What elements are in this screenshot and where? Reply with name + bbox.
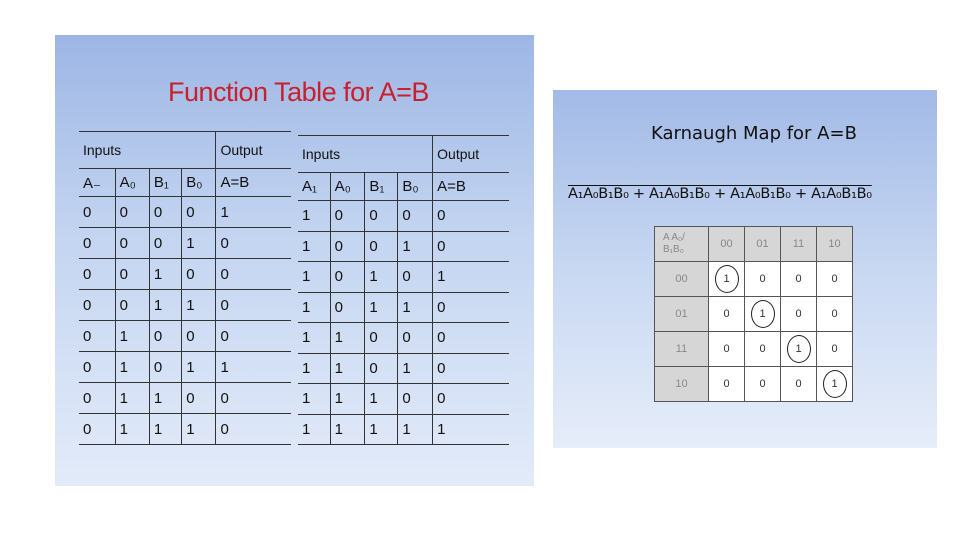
output-header: Output (433, 136, 509, 173)
km-col-header: 01 (745, 227, 781, 262)
table-cell: 0 (149, 352, 181, 383)
table-cell: 1 (398, 292, 433, 323)
table-cell: 0 (433, 384, 509, 415)
table-cell: 0 (433, 323, 509, 354)
table-cell: 1 (398, 414, 433, 445)
km-col-header: 11 (781, 227, 817, 262)
table-cell: 1 (115, 383, 149, 414)
table-cell: 1 (398, 353, 433, 384)
table-cell: 1 (182, 352, 216, 383)
column-header: A=B (433, 173, 509, 201)
table-cell: 0 (398, 201, 433, 232)
km-cell-value: 1 (795, 343, 802, 355)
boolean-expression: A₁A₀B₁B₀ + A₁A₀B₁B₀ + A₁A₀B₁B₀ + A₁A₀B₁B₀ (568, 186, 872, 202)
table-cell: 0 (115, 259, 149, 290)
table-cell: 0 (398, 323, 433, 354)
table-cell: 0 (216, 228, 291, 259)
table-cell: 1 (365, 384, 398, 415)
table-row (298, 414, 509, 445)
table-row (298, 384, 509, 415)
table-row (79, 228, 291, 259)
table-cell: 1 (365, 262, 398, 293)
column-header: B₁ (149, 169, 181, 197)
circle-marker (787, 335, 811, 363)
table-row (79, 414, 291, 445)
table-cell: 1 (149, 383, 181, 414)
table-cell: 0 (115, 228, 149, 259)
km-row-header: 10 (655, 367, 709, 402)
km-row-header: 01 (655, 297, 709, 332)
table-cell: 1 (149, 259, 181, 290)
table-cell: 0 (398, 384, 433, 415)
table-row (298, 353, 509, 384)
table-cell: 1 (216, 197, 291, 228)
table-cell: 0 (330, 201, 365, 232)
table-cell: 1 (433, 262, 509, 293)
km-corner-bottom: B₁B₀ (663, 244, 684, 255)
table-cell: 0 (182, 197, 216, 228)
table-cell: 1 (115, 321, 149, 352)
table-cell: 1 (365, 292, 398, 323)
km-col-header: 10 (817, 227, 853, 262)
table-cell: 1 (298, 414, 330, 445)
km-cell: 0 (781, 367, 817, 402)
table-cell: 0 (79, 290, 115, 321)
km-cell-circled (817, 367, 853, 402)
table-cell: 0 (216, 383, 291, 414)
circle-marker (823, 370, 847, 398)
table-cell: 0 (330, 231, 365, 262)
karnaugh-map-panel (553, 90, 937, 448)
table-row (298, 323, 509, 354)
table-row (79, 352, 291, 383)
table-cell: 0 (182, 259, 216, 290)
km-cell: 0 (709, 297, 745, 332)
column-header: A=B (216, 169, 291, 197)
table-cell: 1 (330, 353, 365, 384)
inputs-header: Inputs (79, 132, 216, 169)
table-cell: 0 (433, 231, 509, 262)
table-cell: 0 (79, 197, 115, 228)
column-header: B₀ (398, 173, 433, 201)
km-cell-circled (781, 332, 817, 367)
table-cell: 1 (182, 414, 216, 445)
table-cell: 0 (79, 383, 115, 414)
table-cell: 1 (298, 384, 330, 415)
function-table-right (298, 135, 509, 445)
km-cell: 0 (817, 262, 853, 297)
table-cell: 1 (330, 384, 365, 415)
km-cell-value: 1 (723, 273, 730, 285)
km-cell: 0 (745, 332, 781, 367)
table-row (298, 262, 509, 293)
table-cell: 0 (79, 321, 115, 352)
table-row (79, 321, 291, 352)
table-cell: 0 (149, 321, 181, 352)
table-row (298, 231, 509, 262)
table-cell: 0 (365, 201, 398, 232)
table-row (79, 383, 291, 414)
table-cell: 1 (182, 228, 216, 259)
column-header: B₁ (365, 173, 398, 201)
table-cell: 0 (115, 197, 149, 228)
table-cell: 0 (182, 321, 216, 352)
circle-marker (751, 300, 775, 328)
output-header: Output (216, 132, 291, 169)
km-cell-circled (709, 262, 745, 297)
table-cell: 0 (115, 290, 149, 321)
table-cell: 0 (79, 228, 115, 259)
table-cell: 0 (433, 201, 509, 232)
table-cell: 1 (115, 414, 149, 445)
table-cell: 0 (330, 262, 365, 293)
table-cell: 0 (149, 228, 181, 259)
km-cell: 0 (781, 297, 817, 332)
table-cell: 0 (433, 292, 509, 323)
circle-marker (715, 265, 739, 293)
table-cell: 1 (298, 231, 330, 262)
table-cell: 0 (216, 290, 291, 321)
table-cell: 1 (298, 353, 330, 384)
table-cell: 0 (216, 414, 291, 445)
column-header: A₀ (330, 173, 365, 201)
km-row-header: 00 (655, 262, 709, 297)
table-cell: 0 (216, 259, 291, 290)
km-corner-top: A A₀/ (663, 232, 685, 243)
table-cell: 1 (298, 292, 330, 323)
column-header: A₁ (298, 173, 330, 201)
table-cell: 0 (79, 352, 115, 383)
km-cell: 0 (709, 332, 745, 367)
km-cell-value: 1 (759, 308, 766, 320)
table-cell: 0 (149, 197, 181, 228)
km-cell-value: 1 (831, 378, 838, 390)
table-cell: 1 (298, 201, 330, 232)
km-cell: 0 (709, 367, 745, 402)
table-cell: 1 (115, 352, 149, 383)
km-row-header: 11 (655, 332, 709, 367)
function-table-title: Function Table for A=B (168, 77, 429, 107)
table-cell: 0 (398, 262, 433, 293)
km-cell: 0 (781, 262, 817, 297)
table-row (79, 290, 291, 321)
km-cell: 0 (817, 297, 853, 332)
inputs-header: Inputs (298, 136, 433, 173)
table-cell: 0 (330, 292, 365, 323)
km-cell: 0 (745, 367, 781, 402)
table-cell: 1 (330, 414, 365, 445)
column-header: B₀ (182, 169, 216, 197)
table-cell: 0 (365, 353, 398, 384)
table-row (298, 201, 509, 232)
table-cell: 1 (182, 290, 216, 321)
km-col-header: 00 (709, 227, 745, 262)
table-cell: 1 (216, 352, 291, 383)
table-cell: 1 (433, 414, 509, 445)
table-row (79, 197, 291, 228)
km-cell: 0 (817, 332, 853, 367)
table-cell: 0 (365, 323, 398, 354)
table-cell: 0 (433, 353, 509, 384)
table-cell: 1 (298, 323, 330, 354)
karnaugh-map-title: Karnaugh Map for A=B (651, 123, 857, 144)
column-header: A₋ (79, 169, 115, 197)
table-cell: 1 (149, 290, 181, 321)
karnaugh-map-grid (654, 226, 853, 402)
table-row (79, 259, 291, 290)
km-corner-label (655, 227, 709, 262)
table-cell: 0 (79, 259, 115, 290)
km-cell: 0 (745, 262, 781, 297)
table-cell: 1 (298, 262, 330, 293)
table-cell: 1 (365, 414, 398, 445)
table-cell: 1 (398, 231, 433, 262)
table-cell: 1 (149, 414, 181, 445)
column-header: A₀ (115, 169, 149, 197)
table-cell: 0 (365, 231, 398, 262)
table-cell: 0 (216, 321, 291, 352)
table-cell: 1 (330, 323, 365, 354)
function-table-panel (55, 35, 534, 486)
table-cell: 0 (79, 414, 115, 445)
table-row (298, 292, 509, 323)
table-cell: 0 (182, 383, 216, 414)
km-cell-circled (745, 297, 781, 332)
function-table-left (79, 131, 291, 445)
